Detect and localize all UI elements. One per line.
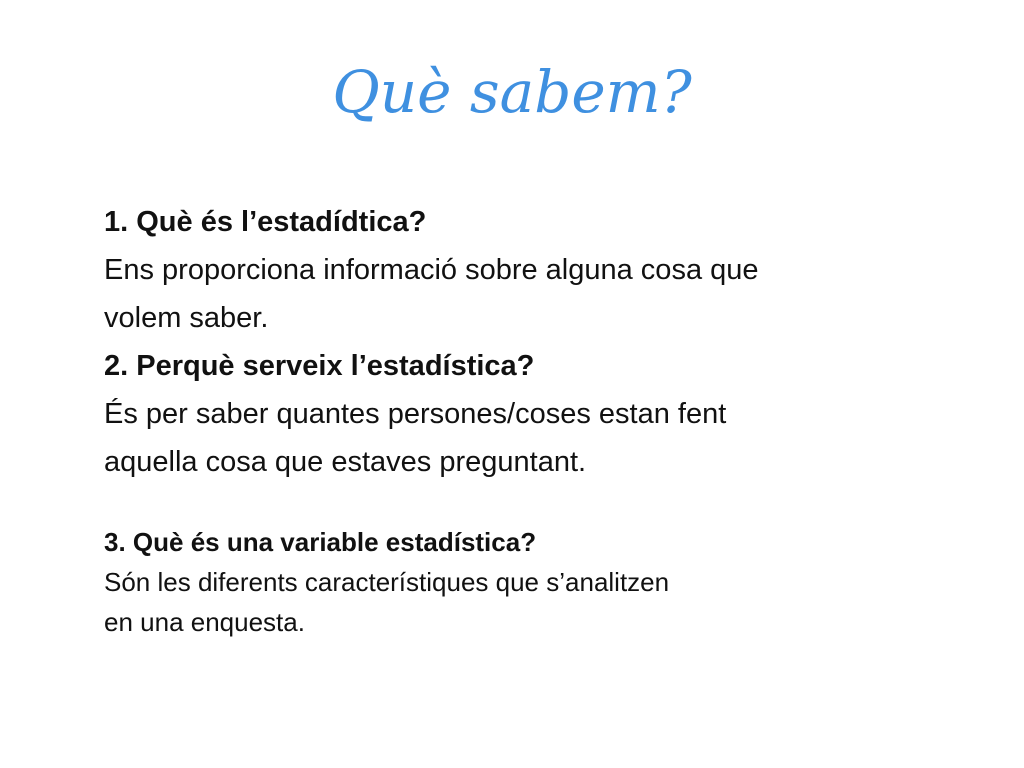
answer-3-line-2: en una enquesta.: [104, 607, 305, 637]
answer-1-line-2: volem saber.: [104, 302, 269, 334]
question-1: 1. Què és l’estadídtica?: [104, 206, 427, 238]
qa-block-1: [104, 198, 964, 486]
answer-1-line-1: Ens proporciona informació sobre alguna cosa que: [104, 254, 759, 286]
slide-title: Què sabem?: [332, 58, 692, 126]
question-3: 3. Què és una variable estadística?: [104, 527, 537, 557]
question-2: 2. Perquè serveix l’estadística?: [104, 350, 535, 382]
answer-3-line-1: Són les diferents característiques que s’analitzen: [104, 567, 670, 597]
qa-block-2: [104, 522, 964, 642]
answer-2-line-2: aquella cosa que estaves preguntant.: [104, 446, 587, 478]
answer-2-line-1: És per saber quantes persones/coses estan fent: [104, 398, 727, 430]
